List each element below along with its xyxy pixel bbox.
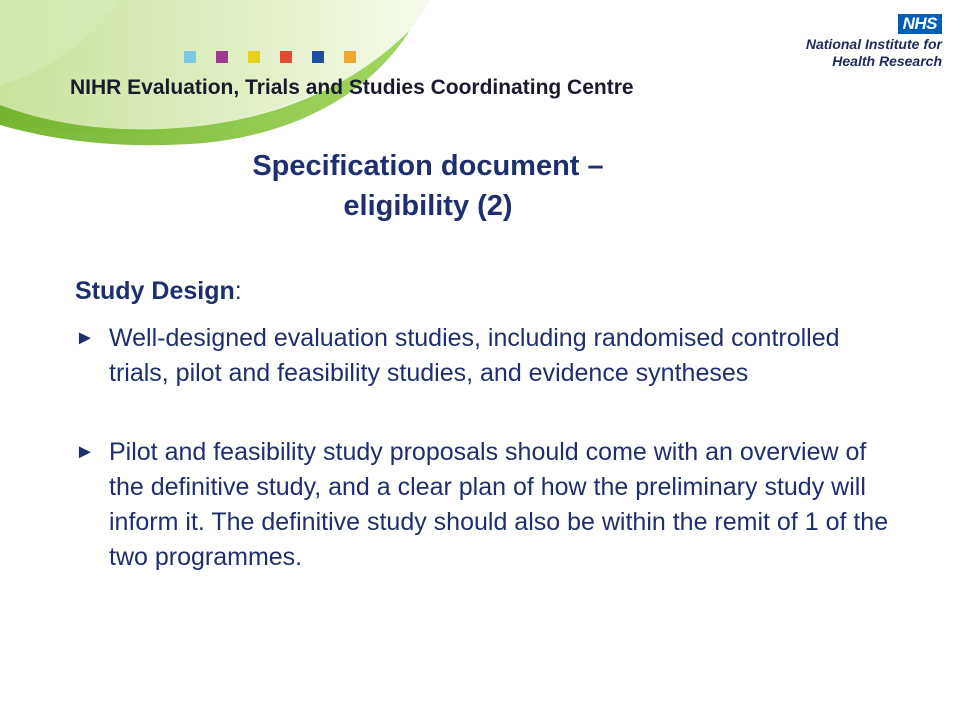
color-dot <box>312 51 324 63</box>
color-dots <box>184 51 356 63</box>
slide-content <box>75 274 905 575</box>
logo-org-line2: Health Research <box>832 53 942 69</box>
bullet-item <box>75 321 905 391</box>
color-dot <box>216 51 228 63</box>
bullet-item <box>75 435 905 575</box>
color-dot <box>184 51 196 63</box>
section-colon: : <box>234 277 242 305</box>
centre-name: NIHR Evaluation, Trials and Studies Coordinating Centre <box>70 76 634 99</box>
section-heading <box>75 274 905 309</box>
logo-org-line1: National Institute for <box>805 36 942 52</box>
logo-org-name <box>806 36 942 70</box>
nihr-logo <box>802 14 942 70</box>
title-line-1: Specification document – <box>252 150 604 182</box>
title-line-2: eligibility (2) <box>343 190 513 222</box>
slide-title <box>0 146 856 226</box>
bullet-arrow-icon: ► <box>75 441 95 463</box>
nhs-badge: NHS <box>898 14 942 34</box>
color-dot <box>344 51 356 63</box>
bullet-text: Well-designed evaluation studies, including randomised controlled trials, pilot and feasibility studies, and evidence syntheses <box>109 324 840 387</box>
color-dot <box>280 51 292 63</box>
section-label: Study Design <box>75 277 235 305</box>
color-dot <box>248 51 260 63</box>
bullet-text: Pilot and feasibility study proposals should come with an overview of the definitive study, and a clear plan of how the preliminary study will inform it. The definitive study should also be within the remit of 1 of the two programmes. <box>109 438 889 571</box>
bullet-arrow-icon: ► <box>75 327 95 349</box>
